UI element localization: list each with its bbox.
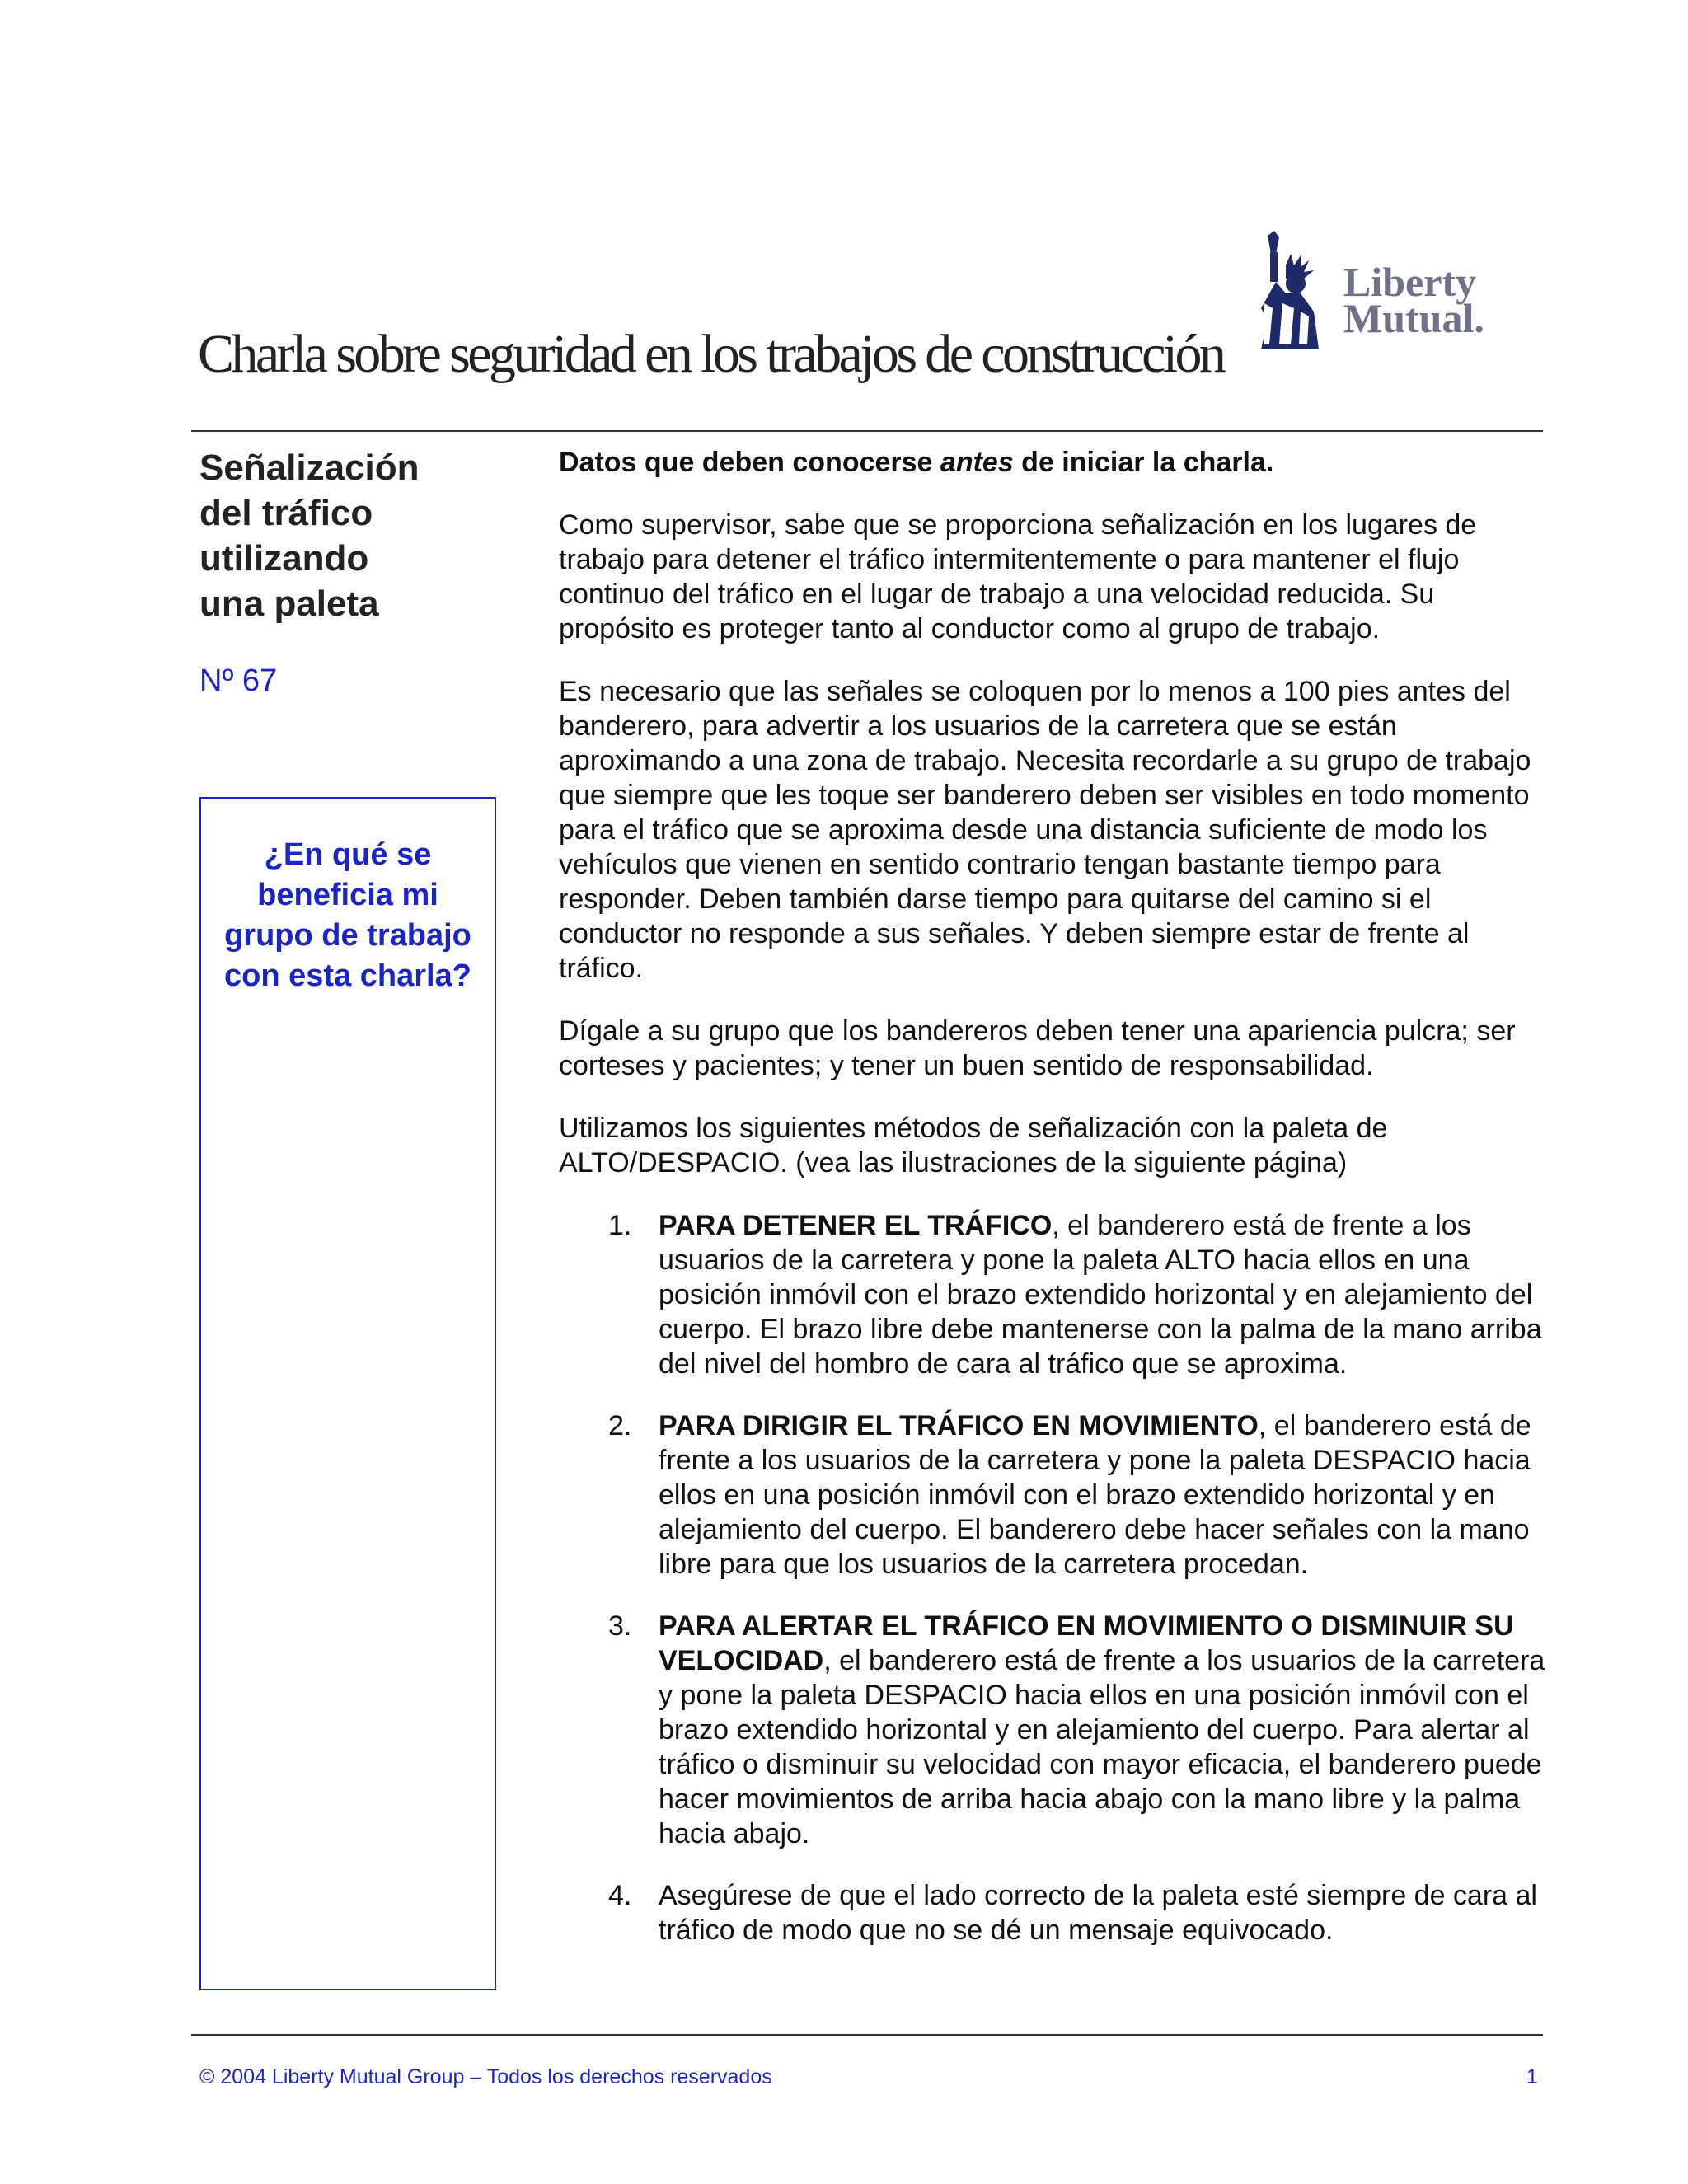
intro-heading-emphasis: antes bbox=[940, 447, 1014, 478]
liberty-mutual-logo bbox=[1228, 213, 1541, 361]
paragraph: Es necesario que las señales se coloquen por lo menos a 100 pies antes del banderero, para advertir a los usuarios de la carretera que se están aproximando a una zona de trabajo. Necesita recordarle a su grupo de trabajo que siempre que les toque ser banderero deben ser visibles en todo momento para el tráfico que se aproxima desde una distancia suficiente de modo los vehículos que vienen en sentido contrario tengan bastante tiempo para responder. Deben también darse tiempo para quitarse del camino si el conductor no responde a sus señales. Y deben siempre estar de frente al tráfico. bbox=[559, 676, 1531, 984]
list-item-text: , el banderero está de frente a los usuarios de la carretera y pone la paleta DESPACIO hacia ellos en una posición inmóvil con el brazo extendido horizontal y en alejamiento del cuerpo. Para alertar al tráfico o disminuir su velocidad con mayor eficacia, el banderero puede hacer movimientos de arriba hacia abajo con la mano libre y la palma hacia abajo. bbox=[659, 1645, 1545, 1849]
list-item bbox=[559, 1208, 1548, 1381]
paragraph: Dígale a su grupo que los bandereros deben tener una apariencia pulcra; ser corteses y pacientes; y tener un buen sentido de responsabilidad. bbox=[559, 1015, 1516, 1081]
logo-text-line2: Mutual. bbox=[1343, 295, 1484, 341]
topic-title-line: utilizando bbox=[199, 538, 369, 579]
main-content bbox=[559, 445, 1548, 1975]
list-item-lead: PARA DIRIGIR EL TRÁFICO EN MOVIMIENTO bbox=[659, 1410, 1259, 1441]
list-item-lead: PARA ALERTAR EL TRÁFICO EN MOVIMIENTO O DISMINUIR SU VELOCIDAD bbox=[659, 1610, 1514, 1676]
intro-heading bbox=[559, 445, 1548, 480]
footer-divider bbox=[191, 2034, 1543, 2036]
signaling-methods-list bbox=[559, 1208, 1548, 1947]
logo-text-line1: Liberty bbox=[1343, 259, 1477, 305]
header-divider bbox=[191, 430, 1543, 432]
intro-heading-text: Datos que deben conocerse bbox=[559, 447, 940, 478]
benefit-question: ¿En qué se beneficia mi grupo de trabajo con esta charla? bbox=[224, 837, 471, 993]
topic-title bbox=[199, 445, 496, 626]
footer-copyright: © 2004 Liberty Mutual Group – Todos los derechos reservados bbox=[199, 2065, 772, 2088]
list-item-lead: PARA DETENER EL TRÁFICO bbox=[659, 1210, 1053, 1241]
intro-heading-text: de iniciar la charla. bbox=[1013, 447, 1274, 478]
talk-number: Nº 67 bbox=[199, 663, 278, 698]
document-title: Charla sobre seguridad en los trabajos de construcción bbox=[198, 324, 1224, 384]
list-item-text: Asegúrese de que el lado correcto de la paleta esté siempre de cara al tráfico de modo que no se dé un mensaje equivocado. bbox=[659, 1880, 1537, 1946]
list-item-number: 2. bbox=[608, 1410, 632, 1441]
page-number: 1 bbox=[1526, 2065, 1538, 2088]
list-item-number: 3. bbox=[608, 1610, 632, 1642]
list-item-text: , el banderero está de frente a los usuarios de la carretera y pone la paleta ALTO hacia ellos en una posición inmóvil con el brazo extendido horizontal y en alejamiento del cuerpo. El brazo libre debe mantenerse con la palma de la mano arriba del nivel del hombro de cara al tráfico que se aproxima. bbox=[659, 1210, 1542, 1380]
topic-title-line: Señalización bbox=[199, 448, 420, 488]
benefit-box bbox=[199, 797, 496, 1990]
topic-title-line: una paleta bbox=[199, 583, 379, 624]
paragraph: Como supervisor, sabe que se proporciona señalización en los lugares de trabajo para detener el tráfico intermitentemente o para mantener el flujo continuo del tráfico en el lugar de trabajo a una velocidad reducida. Su propósito es proteger tanto al conductor como al grupo de trabajo. bbox=[559, 509, 1477, 644]
list-item-number: 4. bbox=[608, 1880, 632, 1911]
list-item bbox=[559, 1878, 1548, 1947]
list-item bbox=[559, 1408, 1548, 1582]
list-item-text: , el banderero está de frente a los usuarios de la carretera y pone la paleta DESPACIO hacia ellos en una posición inmóvil con el brazo extendido horizontal y en alejamiento del cuerpo. El banderero debe hacer señales con la mano libre para que los usuarios de la carretera procedan. bbox=[659, 1410, 1531, 1580]
paragraph: Utilizamos los siguientes métodos de señalización con la paleta de ALTO/DESPACIO. (vea las ilustraciones de la siguiente página) bbox=[559, 1113, 1388, 1179]
list-item-number: 1. bbox=[608, 1210, 632, 1241]
list-item bbox=[559, 1609, 1548, 1851]
statue-of-liberty-icon bbox=[1243, 229, 1334, 353]
topic-title-line: del tráfico bbox=[199, 493, 373, 533]
